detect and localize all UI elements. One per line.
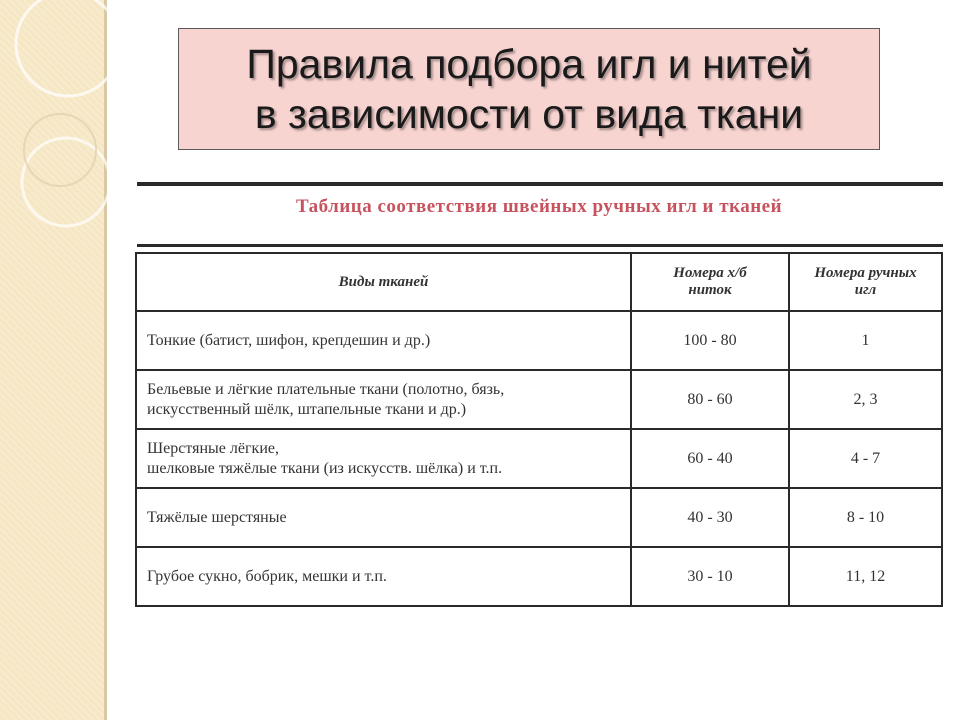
thread-cell: 60 - 40: [631, 429, 789, 488]
top-rule: [137, 182, 943, 186]
thread-cell: 100 - 80: [631, 311, 789, 370]
fabric-cell: Тонкие (батист, шифон, крепдешин и др.): [136, 311, 631, 370]
needle-cell: 2, 3: [789, 370, 942, 429]
header-needle-numbers: Номера ручных игл: [789, 253, 942, 311]
thread-cell: 80 - 60: [631, 370, 789, 429]
decorative-rings: [0, 0, 130, 260]
fabric-cell: Бельевые и лёгкие плательные ткани (полотно, бязь, искусственный шёлк, штапельные ткани и др.): [136, 370, 631, 429]
title-line-1: Правила подбора игл и нитей: [246, 41, 812, 87]
header-fabric: Виды тканей: [136, 253, 631, 311]
fabric-cell: Тяжёлые шерстяные: [136, 488, 631, 547]
thread-cell: 30 - 10: [631, 547, 789, 606]
caption-rule: [137, 244, 943, 247]
title-line-2: в зависимости от вида ткани: [254, 91, 804, 137]
needle-cell: 1: [789, 311, 942, 370]
needle-cell: 8 - 10: [789, 488, 942, 547]
table-row: [136, 370, 942, 429]
needle-cell: 11, 12: [789, 547, 942, 606]
table-caption: Таблица соответствия швейных ручных игл и тканей: [295, 196, 783, 217]
slide-title: [178, 28, 880, 150]
needle-cell: 4 - 7: [789, 429, 942, 488]
table-row: [136, 488, 942, 547]
table-row: [136, 311, 942, 370]
needle-thread-table: [135, 252, 943, 607]
table-row: [136, 547, 942, 606]
thread-cell: 40 - 30: [631, 488, 789, 547]
table-row: [136, 429, 942, 488]
table-figure: [135, 182, 943, 610]
fabric-cell: Грубое сукно, бобрик, мешки и т.п.: [136, 547, 631, 606]
fabric-cell: Шерстяные лёгкие, шелковые тяжёлые ткани (из искусств. шёлка) и т.п.: [136, 429, 631, 488]
table-header-row: [136, 253, 942, 311]
header-thread-numbers: Номера х/б ниток: [631, 253, 789, 311]
